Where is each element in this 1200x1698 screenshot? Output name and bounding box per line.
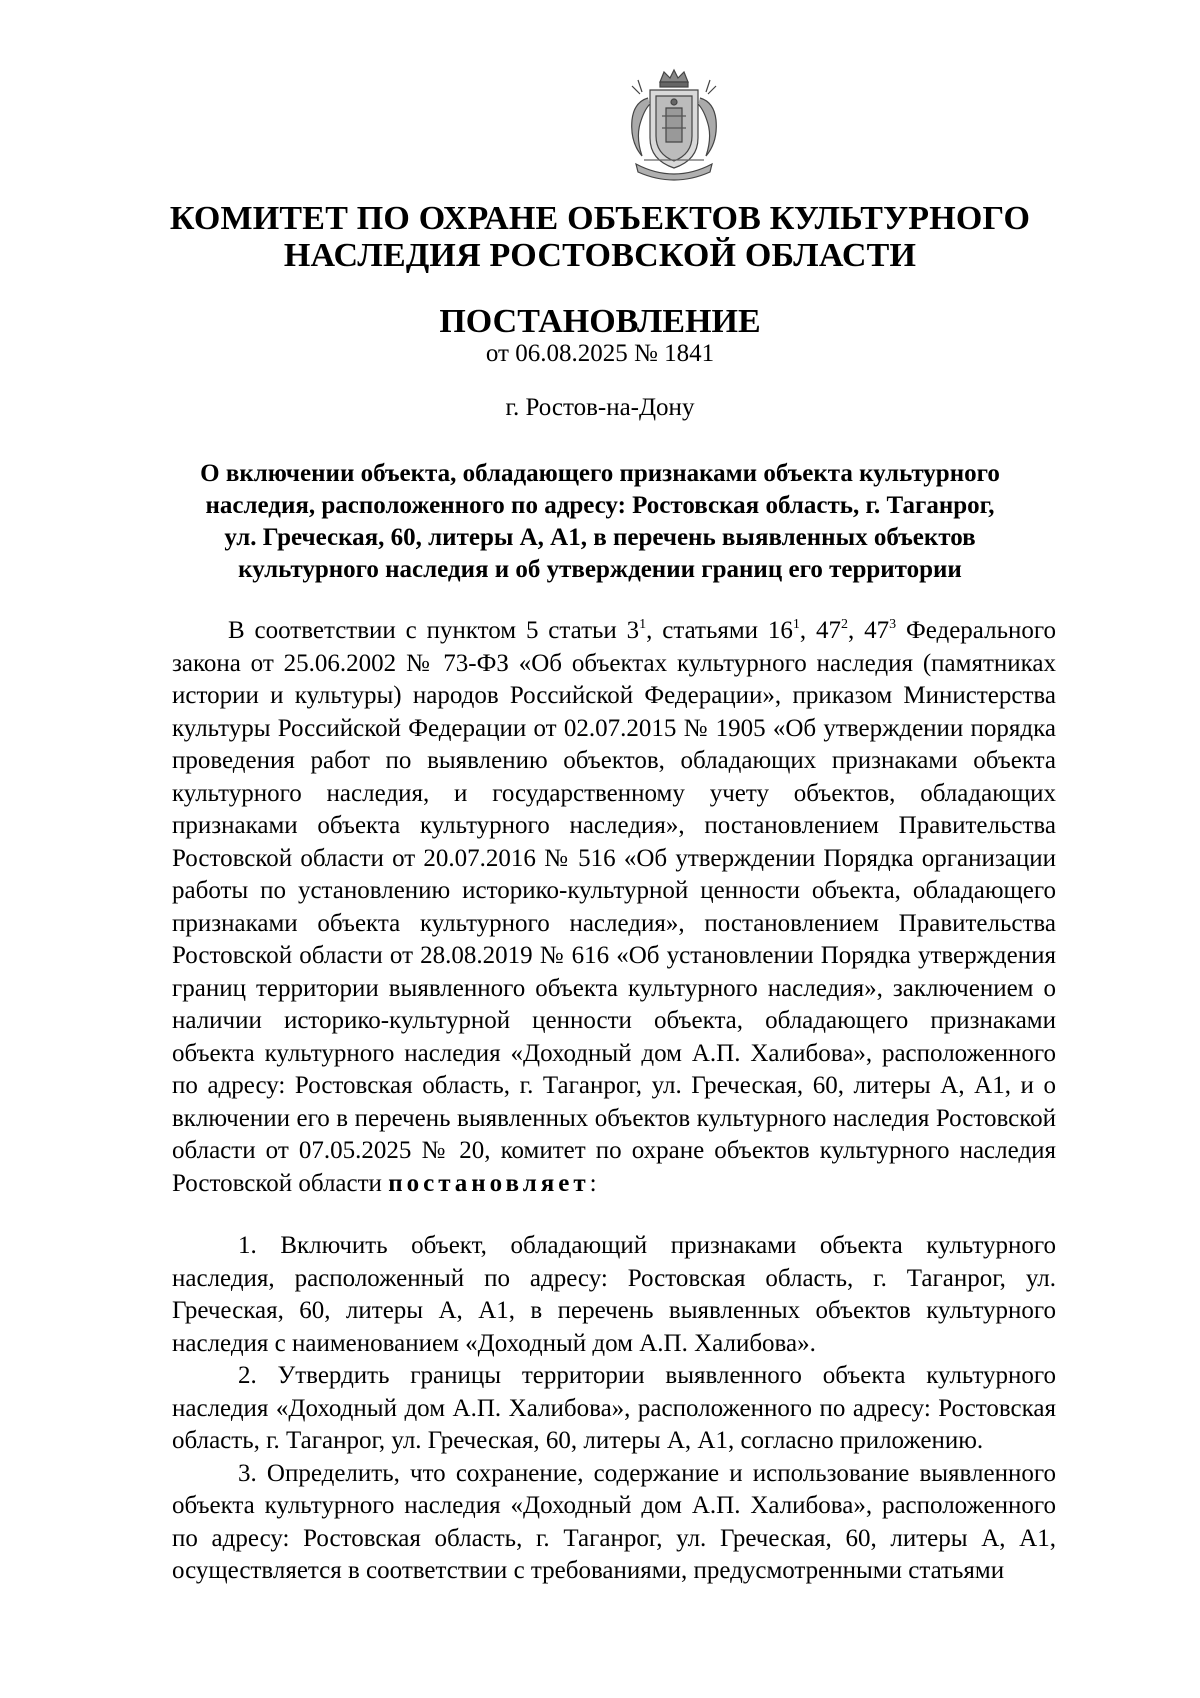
superscript-4: 3 [889,617,897,632]
rostov-oblast-coat-of-arms-icon [620,68,728,186]
document-subject [150,458,1050,586]
organization-name [150,200,1050,274]
superscript-1: 1 [639,617,647,632]
superscript-2: 1 [792,617,800,632]
preamble-end: : [589,1169,597,1197]
document-body [172,615,1056,1588]
document-city: г. Ростов-на-Дону [505,394,695,421]
preamble-text-5: Федерального закона от 25.06.2002 № 73-ФЗ «Об объектах культурного наследия (памятниках истории и культуры) народов Российской Федерации», приказом Министерства культуры Российской Федерации от 02.07.2015 № 1905 «Об утверждении порядка проведения работ по выявлению объектов, обладающих признаками объекта культурного наследия, и государственному учету объектов, обладающих признаками объекта культурного наследия», постановлением Правительства Ростовской области от 20.07.2016 № 516 «Об утверждении Порядка организации работы по установлению историко-культурной ценности объекта, обладающего признаками объекта культурного наследия», постановлением Правительства Ростовской области от 28.08.2019 № 616 «Об установлении Порядка утверждения границ территории выявленного объекта культурного наследия», заключением о наличии историко-культурной ценности объекта, обладающего признаками объекта культурного наследия «Доходный дом А.П. Халибова», расположенного по адресу: Ростовская область, г. Таганрог, ул. Греческая, 60, литеры А, А1, и о включении его в перечень выявленных объектов культурного наследия Ростовской области от 07.05.2025 № 20, комитет по охране объектов культурного наследия Ростовской области [172,617,1057,1197]
preamble-text-1: В соответствии с пунктом 5 статьи 3 [228,617,640,644]
preamble-text-2: , статьями 16 [646,617,793,644]
document-type: ПОСТАНОВЛЕНИЕ [439,303,761,340]
subject-line-4: культурного наследия и об утверждении границ его территории [238,556,962,583]
preamble-text-3: , 47 [799,617,842,644]
organization-name-line-1: КОМИТЕТ ПО ОХРАНЕ ОБЪЕКТОВ КУЛЬТУРНОГО [169,200,1031,237]
subject-line-1: О включении объекта, обладающего признаками объекта культурного [200,460,1000,487]
preamble-paragraph [172,615,1056,1200]
superscript-3: 2 [841,617,849,632]
list-item: 1. Включить объект, обладающий признаками объекта культурного наследия, расположенный по адресу: Ростовская область, г. Таганрог, ул. Греческая, 60, литеры А, А1, в перечень выявленных объектов культурного наследия с наименованием «Доходный дом А.П. Халибова». [172,1232,1056,1357]
list-item: 2. Утвердить границы территории выявленного объекта культурного наследия «Доходный дом А.П. Халибова», расположенного по адресу: Ростовская область, г. Таганрог, ул. Греческая, 60, литеры А, А1, согласно приложению. [172,1362,1056,1454]
list-item: 3. Определить, что сохранение, содержание и использование выявленного объекта культурного наследия «Доходный дом А.П. Халибова», расположенного по адресу: Ростовская область, г. Таганрог, ул. Греческая, 60, литеры А, А1, осуществляется в соответствии с требованиями, предусмотренными статьями [172,1459,1056,1584]
resolves-word: постановляет [388,1169,590,1197]
subject-line-3: ул. Греческая, 60, литеры А, А1, в перечень выявленных объектов [224,524,976,551]
organization-name-line-2: НАСЛЕДИЯ РОСТОВСКОЙ ОБЛАСТИ [283,237,917,274]
preamble-text-4: , 47 [848,617,890,644]
subject-line-2: наследия, расположенного по адресу: Ростовская область, г. Таганрог, [205,492,995,519]
document-date-number: от 06.08.2025 № 1841 [485,340,715,367]
